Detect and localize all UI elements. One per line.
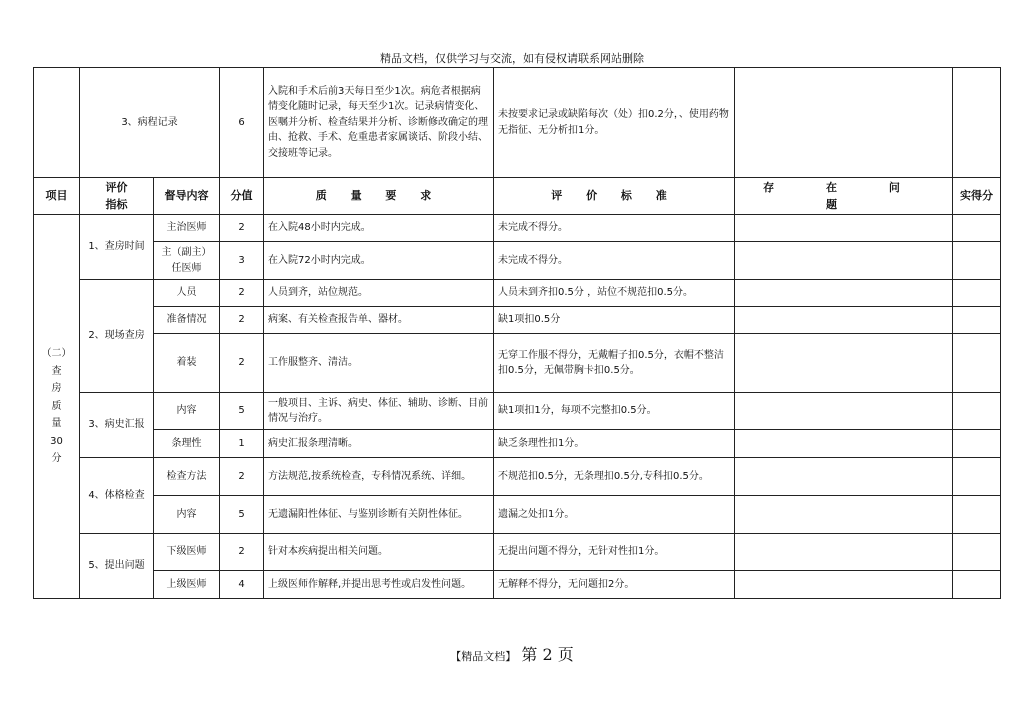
content-cell: 下级医师 [154, 534, 220, 571]
requirement-cell: 入院和手术后前3天每日至少1次。病危者根据病情变化随时记录，每天至少1次。记录病情变化、医嘱并分析、检查结果并分析、诊断修改确定的理由、抢救、手术、危重患者家属谈话、阶段小结、交接班等记录。 [264, 68, 494, 178]
requirement-cell: 针对本疾病提出相关问题。 [264, 534, 494, 571]
requirement-cell: 无遗漏阳性体征、与鉴别诊断有关阴性体征。 [264, 496, 494, 534]
problem-cell [735, 534, 953, 571]
standard-cell: 人员未到齐扣0.5分 ，站位不规范扣0.5分。 [494, 280, 735, 307]
group-physical-exam: 4、体格检查 [80, 458, 154, 534]
header-indicator-line1: 评价 [105, 180, 128, 194]
table-row [34, 280, 1001, 307]
score-cell: 2 [220, 280, 264, 307]
problem-cell [735, 280, 953, 307]
score-cell: 1 [220, 430, 264, 458]
score-cell: 2 [220, 458, 264, 496]
actual-score-cell [953, 307, 1001, 334]
score-cell: 6 [220, 68, 264, 178]
problem-cell [735, 393, 953, 430]
actual-score-cell [953, 215, 1001, 242]
actual-score-cell [953, 534, 1001, 571]
section-char: 查 [51, 365, 62, 377]
requirement-cell: 在入院72小时内完成。 [264, 242, 494, 280]
requirement-cell: 病案、有关检查报告单、器材。 [264, 307, 494, 334]
score-cell: 5 [220, 496, 264, 534]
standard-cell: 缺乏条理性扣1分。 [494, 430, 735, 458]
requirement-cell: 工作服整齐、清洁。 [264, 334, 494, 393]
standard-cell: 不规范扣0.5分，无条理扣0.5分,专科扣0.5分。 [494, 458, 735, 496]
content-cell: 主（副主）任医师 [154, 242, 220, 280]
problem-cell [735, 496, 953, 534]
actual-score-cell [953, 68, 1001, 178]
problem-cell [735, 307, 953, 334]
requirement-cell: 在入院48小时内完成。 [264, 215, 494, 242]
content-cell: 上级医师 [154, 571, 220, 599]
content-cell: 条理性 [154, 430, 220, 458]
group-on-site-round: 2、现场查房 [80, 280, 154, 393]
score-cell: 2 [220, 534, 264, 571]
table-row [34, 458, 1001, 496]
content-cell: 着装 [154, 334, 220, 393]
header-note: 精品文档，仅供学习与交流，如有侵权请联系网站删除 [380, 52, 644, 65]
standard-cell: 未按要求记录或缺陷每次（处）扣0.2分，、使用药物无指征、无分析扣1分。 [494, 68, 735, 178]
indicator-cell: 3、病程记录 [80, 68, 220, 178]
section-char: 量 [51, 418, 62, 430]
content-cell: 检查方法 [154, 458, 220, 496]
content-cell: 内容 [154, 496, 220, 534]
standard-cell: 缺1项扣0.5分 [494, 307, 735, 334]
header-actual: 实得分 [953, 178, 1001, 215]
problem-cell [735, 334, 953, 393]
section-label [38, 345, 75, 468]
header-indicator [80, 178, 154, 215]
requirement-cell: 一般项目、主诉、病史、体征、辅助、诊断、目前情况与治疗。 [264, 393, 494, 430]
standard-cell: 未完成不得分。 [494, 242, 735, 280]
table-row [34, 496, 1001, 534]
content-cell: 人员 [154, 280, 220, 307]
table-row-course-record [34, 68, 1001, 178]
header-requirement: 质 量 要 求 [264, 178, 494, 215]
table-row [34, 334, 1001, 393]
actual-score-cell [953, 571, 1001, 599]
table-row [34, 393, 1001, 430]
standard-cell: 无提出问题不得分，无针对性扣1分。 [494, 534, 735, 571]
section-char: 质 [51, 400, 62, 412]
requirement-cell: 病史汇报条理清晰。 [264, 430, 494, 458]
requirement-cell: 人员到齐，站位规范。 [264, 280, 494, 307]
standard-cell: 无穿工作服不得分，无戴帽子扣0.5分，衣帽不整洁扣0.5分，无佩带胸卡扣0.5分。 [494, 334, 735, 393]
table-row [34, 430, 1001, 458]
problem-cell [735, 68, 953, 178]
header-project: 项目 [34, 178, 80, 215]
section-char: 30 [50, 435, 63, 447]
table-row [34, 534, 1001, 571]
score-cell: 5 [220, 393, 264, 430]
actual-score-cell [953, 458, 1001, 496]
content-cell: 主治医师 [154, 215, 220, 242]
actual-score-cell [953, 430, 1001, 458]
standard-cell: 未完成不得分。 [494, 215, 735, 242]
standard-cell: 缺1项扣1分，每项不完整扣0.5分。 [494, 393, 735, 430]
header-indicator-line2: 指标 [105, 198, 128, 211]
header-problem: 存 在 问 题 [735, 178, 953, 215]
header-standard: 评 价 标 准 [494, 178, 735, 215]
table-row [34, 242, 1001, 280]
actual-score-cell [953, 334, 1001, 393]
requirement-cell: 方法规范,按系统检查，专科情况系统、详细。 [264, 458, 494, 496]
header-score: 分值 [220, 178, 264, 215]
table-row [34, 571, 1001, 599]
section-label-cell [34, 215, 80, 599]
section-char: 房 [51, 383, 62, 395]
score-cell: 4 [220, 571, 264, 599]
actual-score-cell [953, 393, 1001, 430]
standard-cell: 遗漏之处扣1分。 [494, 496, 735, 534]
project-cell-empty [34, 68, 80, 178]
group-history-report: 3、病史汇报 [80, 393, 154, 458]
group-raise-questions: 5、提出问题 [80, 534, 154, 599]
problem-cell [735, 430, 953, 458]
problem-cell [735, 215, 953, 242]
header-content: 督导内容 [154, 178, 220, 215]
section-char: 分 [51, 453, 62, 465]
requirement-cell: 上级医师作解释,并提出思考性或启发性问题。 [264, 571, 494, 599]
content-cell: 准备情况 [154, 307, 220, 334]
actual-score-cell [953, 280, 1001, 307]
problem-cell [735, 571, 953, 599]
table-row [34, 307, 1001, 334]
page-number: 第 2 页 [521, 645, 574, 664]
score-cell: 3 [220, 242, 264, 280]
group-round-time: 1、查房时间 [80, 215, 154, 280]
page-footer [0, 642, 1024, 665]
score-cell: 2 [220, 334, 264, 393]
table-row [34, 215, 1001, 242]
footer-tag: 【精品文档】 [450, 650, 517, 663]
score-cell: 2 [220, 215, 264, 242]
table-header-row [34, 178, 1001, 215]
section-char: （二） [41, 348, 72, 360]
problem-cell [735, 242, 953, 280]
actual-score-cell [953, 496, 1001, 534]
actual-score-cell [953, 242, 1001, 280]
evaluation-table [33, 67, 1001, 599]
score-cell: 2 [220, 307, 264, 334]
content-cell: 内容 [154, 393, 220, 430]
standard-cell: 无解释不得分，无问题扣2分。 [494, 571, 735, 599]
problem-cell [735, 458, 953, 496]
